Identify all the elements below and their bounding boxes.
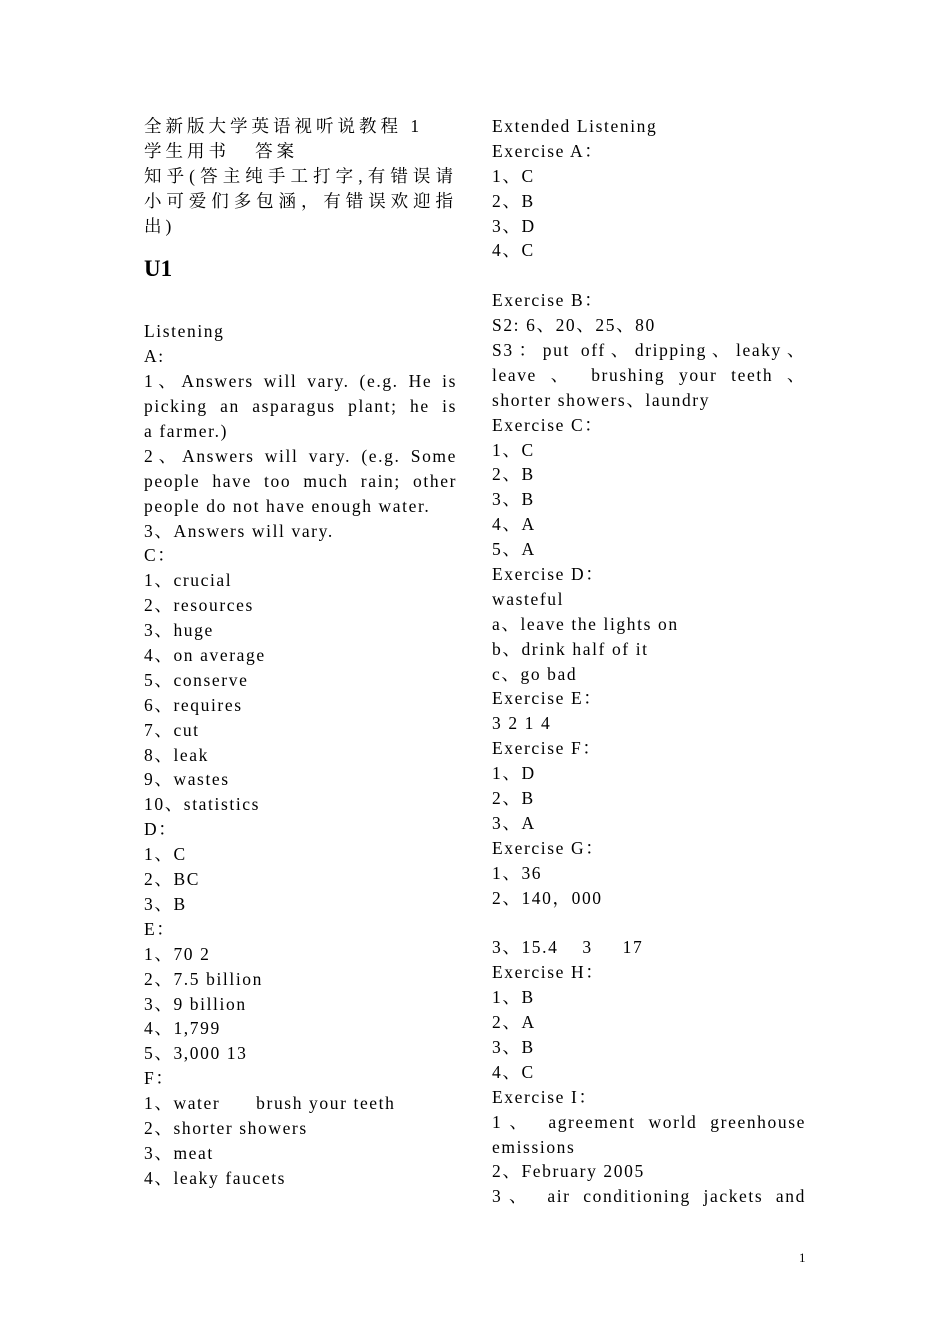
right-column bbox=[492, 114, 806, 1209]
answer-line: 9、wastes bbox=[144, 769, 230, 790]
answer-line: Exercise I： bbox=[492, 1086, 598, 1107]
answer-line: S2: 6、20、25、80 bbox=[492, 315, 656, 336]
answer-line: 2、Answers will vary. (e.g. Some bbox=[144, 445, 457, 466]
answer-line: 3、huge bbox=[144, 620, 214, 641]
answer-line: picking an asparagus plant; he is bbox=[144, 396, 457, 417]
answer-line: 2、B bbox=[492, 190, 535, 211]
answer-line: 1、Answers will vary. (e.g. He is bbox=[144, 371, 457, 392]
answer-line: 3、D bbox=[492, 215, 536, 236]
answer-line: people do not have enough water. bbox=[144, 495, 431, 516]
answer-line: 2、resources bbox=[144, 595, 254, 616]
answer-line: 2、B bbox=[492, 788, 535, 809]
answer-line: E： bbox=[144, 918, 176, 939]
answer-line: 2、B bbox=[492, 464, 535, 485]
answer-line: 5、conserve bbox=[144, 669, 249, 690]
title-line: 学生用书 答案 bbox=[144, 140, 299, 161]
answer-line: F： bbox=[144, 1068, 175, 1089]
answer-line: Extended Listening bbox=[492, 116, 658, 136]
blank-line bbox=[492, 911, 806, 936]
answer-line: Exercise D： bbox=[492, 564, 605, 585]
answer-line: 5、3,000 13 bbox=[144, 1043, 248, 1064]
title-line: 知乎(答主纯手工打字,有错误请 bbox=[144, 165, 457, 186]
answer-line: Exercise C： bbox=[492, 414, 604, 435]
title-line: 全新版大学英语视听说教程 1 bbox=[144, 116, 424, 136]
answer-line: 1、70 2 bbox=[144, 943, 211, 964]
answer-line: 4、leaky faucets bbox=[144, 1167, 287, 1188]
answer-line: D： bbox=[144, 819, 178, 840]
answer-line: 3、15.4 3 17 bbox=[492, 937, 644, 958]
answer-line: 2、BC bbox=[144, 869, 200, 890]
answer-line: c、go bad bbox=[492, 663, 578, 684]
answer-line: 4、C bbox=[492, 240, 535, 261]
title-line: 小可爱们多包涵，有错误欢迎指 bbox=[144, 190, 457, 211]
answer-line: 6、requires bbox=[144, 694, 243, 715]
answer-line: 4、A bbox=[492, 514, 536, 535]
left-column bbox=[144, 114, 457, 1191]
answer-line: 3、 air conditioning jackets and bbox=[492, 1186, 806, 1207]
answer-line: a、leave the lights on bbox=[492, 613, 679, 634]
answer-line: Exercise H： bbox=[492, 962, 605, 983]
answer-line: b、drink half of it bbox=[492, 638, 649, 659]
answer-line: S3：put off、dripping、leaky、 bbox=[492, 340, 806, 361]
answer-line: emissions bbox=[492, 1136, 576, 1157]
answer-line: 2、7.5 billion bbox=[144, 968, 263, 989]
blank-line bbox=[492, 263, 806, 288]
answer-line: 10、statistics bbox=[144, 794, 261, 815]
answer-line: 1、water brush your teeth bbox=[144, 1093, 396, 1114]
answer-line: Exercise B： bbox=[492, 290, 604, 311]
answer-line: 4、1,799 bbox=[144, 1018, 221, 1039]
answer-line: wasteful bbox=[492, 588, 565, 609]
answer-line: leave 、 brushing your teeth 、 bbox=[492, 364, 806, 385]
answer-line: 1、 agreement world greenhouse bbox=[492, 1111, 806, 1132]
answer-line: Exercise G： bbox=[492, 837, 605, 858]
answer-line: 1、C bbox=[144, 844, 187, 865]
answer-line: 8、leak bbox=[144, 744, 209, 765]
answer-line: 1、crucial bbox=[144, 570, 233, 591]
answer-line: 3、B bbox=[144, 893, 187, 914]
answer-line: 3、meat bbox=[144, 1142, 214, 1163]
answer-line: a farmer.) bbox=[144, 421, 229, 442]
answer-line: 4、C bbox=[492, 1061, 535, 1082]
answer-line: 1、C bbox=[492, 439, 535, 460]
answer-line: A: bbox=[144, 346, 165, 367]
answer-line: Exercise A： bbox=[492, 140, 604, 161]
page-number: 1 bbox=[799, 1250, 806, 1265]
answer-line: Listening bbox=[144, 321, 225, 342]
answer-line: 3、A bbox=[492, 812, 536, 833]
unit-heading: U1 bbox=[144, 256, 173, 282]
answer-line: 3 2 1 4 bbox=[492, 713, 552, 734]
answer-line: 3、B bbox=[492, 489, 535, 510]
answer-line: 5、A bbox=[492, 539, 536, 560]
answer-line: Exercise E： bbox=[492, 688, 603, 709]
answer-line: 2、A bbox=[492, 1012, 536, 1033]
answer-line: 2、February 2005 bbox=[492, 1161, 645, 1182]
answer-line: 1、B bbox=[492, 987, 535, 1008]
title-line: 出) bbox=[144, 215, 176, 236]
answer-line: people have too much rain; other bbox=[144, 470, 457, 491]
answer-line: 3、B bbox=[492, 1036, 535, 1057]
answer-line: 7、cut bbox=[144, 719, 200, 740]
answer-line: 1、C bbox=[492, 165, 535, 186]
answer-line: Exercise F： bbox=[492, 738, 602, 759]
answer-line: 1、D bbox=[492, 763, 536, 784]
answer-line: C： bbox=[144, 545, 177, 566]
answer-line: 4、on average bbox=[144, 645, 266, 666]
answer-line: shorter showers、laundry bbox=[492, 389, 711, 410]
answer-line: 1、36 bbox=[492, 862, 543, 883]
answer-line: 2、140，000 bbox=[492, 887, 603, 908]
answer-line: 3、9 billion bbox=[144, 993, 247, 1014]
answer-line: 2、shorter showers bbox=[144, 1117, 308, 1138]
answer-line: 3、Answers will vary. bbox=[144, 520, 334, 541]
